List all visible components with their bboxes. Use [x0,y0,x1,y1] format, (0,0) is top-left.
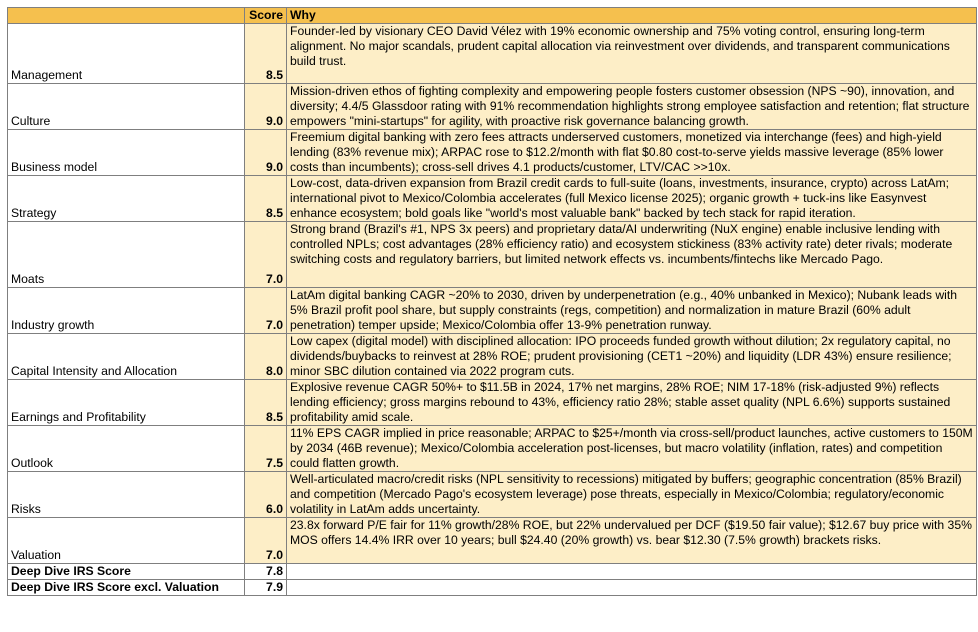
table-row [8,472,977,518]
score-cell[interactable]: 9.0 [245,84,287,130]
score-cell[interactable]: 7.0 [245,518,287,564]
why-cell[interactable]: Founder-led by visionary CEO David Vélez with 19% economic ownership and 75% voting control, ensuring long-term alignment. No major scandals, prudent capital allocation via reinvestment over dividends, and transparent communications build trust. [287,24,977,84]
score-cell[interactable]: 7.0 [245,222,287,288]
why-cell[interactable]: LatAm digital banking CAGR ~20% to 2030, driven by underpenetration (e.g., 40% unbanked in Mexico); Nubank leads with 5% Brazil profit pool share, but supply constraints (regs, competition) and normalization in mature Brazil (60% adult penetration) temper upside; Mexico/Colombia offer 13-9% penetration runway. [287,288,977,334]
summary-row [8,580,977,596]
table-row [8,426,977,472]
summary-empty-cell[interactable] [287,580,977,596]
scorecard-table [7,7,977,596]
table-row [8,518,977,564]
header-row [8,8,977,24]
score-cell[interactable]: 9.0 [245,130,287,176]
summary-label-cell[interactable]: Deep Dive IRS Score excl. Valuation [8,580,245,596]
why-cell[interactable]: Low capex (digital model) with disciplined allocation: IPO proceeds funded growth without dilution; 2x regulatory capital, no dividends/buybacks to reinvest at 28% ROE; prudent provisioning (CET1 ~20%) and liquidity (LDR 43%) ensure resilience; minor SBC dilution contained via 2022 program cuts. [287,334,977,380]
score-cell[interactable]: 6.0 [245,472,287,518]
summary-empty-cell[interactable] [287,564,977,580]
table-row [8,288,977,334]
category-cell[interactable]: Outlook [8,426,245,472]
score-cell[interactable]: 8.0 [245,334,287,380]
why-cell[interactable]: Freemium digital banking with zero fees attracts underserved customers, monetized via interchange (fees) and high-yield lending (83% revenue mix); ARPAC rose to $12.2/month with flat $0.80 cost-to-serve yields massive leverage (85% lower costs than incumbents); cross-sell drives 4.1 products/customer, LTV/CAC >>10x. [287,130,977,176]
header-score-cell[interactable]: Score [245,8,287,24]
why-cell[interactable]: 23.8x forward P/E fair for 11% growth/28% ROE, but 22% undervalued per DCF ($19.50 fair value); $12.67 buy price with 35% MOS offers 14.4% IRR over 10 years; bull $24.40 (20% growth) vs. bear $12.30 (7.5% growth) brackets risks. [287,518,977,564]
score-cell[interactable]: 8.5 [245,176,287,222]
table-row [8,380,977,426]
summary-label-cell[interactable]: Deep Dive IRS Score [8,564,245,580]
why-cell[interactable]: Explosive revenue CAGR 50%+ to $11.5B in 2024, 17% net margins, 28% ROE; NIM 17-18% (risk-adjusted 9%) reflects lending efficiency; gross margins rebound to 43%, efficiency ratio 28%; stable asset quality (NPL 6.6%) supports sustained profitability amid scale. [287,380,977,426]
table-row [8,334,977,380]
table-row [8,176,977,222]
category-cell[interactable]: Culture [8,84,245,130]
header-why-cell[interactable]: Why [287,8,977,24]
score-cell[interactable]: 8.5 [245,380,287,426]
summary-row [8,564,977,580]
category-cell[interactable]: Risks [8,472,245,518]
score-cell[interactable]: 7.0 [245,288,287,334]
category-cell[interactable]: Business model [8,130,245,176]
table-row [8,84,977,130]
table-row [8,130,977,176]
why-cell[interactable]: 11% EPS CAGR implied in price reasonable; ARPAC to $25+/month via cross-sell/product launches, active customers to 150M by 2034 (46B revenue); Mexico/Colombia acceleration post-licenses, but macro volatility (inflation, rates) and competition could flatten growth. [287,426,977,472]
header-category-cell[interactable] [8,8,245,24]
category-cell[interactable]: Management [8,24,245,84]
category-cell[interactable]: Earnings and Profitability [8,380,245,426]
why-cell[interactable]: Strong brand (Brazil's #1, NPS 3x peers) and proprietary data/AI underwriting (NuX engine) enable inclusive lending with controlled NPLs; cost advantages (28% efficiency ratio) and ecosystem stickiness (83% activity rate) deter rivals; moderate switching costs and regulatory barriers, but limited network effects vs. incumbents/fintechs like Mercado Pago. [287,222,977,288]
table-row [8,222,977,288]
category-cell[interactable]: Strategy [8,176,245,222]
summary-score-cell[interactable]: 7.8 [245,564,287,580]
category-cell[interactable]: Valuation [8,518,245,564]
why-cell[interactable]: Low-cost, data-driven expansion from Brazil credit cards to full-suite (loans, investments, insurance, crypto) across LatAm; international pivot to Mexico/Colombia accelerates (full Mexico license 2025); organic growth + tuck-ins like Easynvest enhance ecosystem; bold goals like "world's most valuable bank" backed by tech stack for rapid iteration. [287,176,977,222]
table-row [8,24,977,84]
why-cell[interactable]: Mission-driven ethos of fighting complexity and empowering people fosters customer obsession (NPS ~90), innovation, and diversity; 4.4/5 Glassdoor rating with 91% recommendation highlights strong employee satisfaction and retention; flat structure empowers "mini-startups" for agility, with proactive risk governance balancing growth. [287,84,977,130]
category-cell[interactable]: Industry growth [8,288,245,334]
score-cell[interactable]: 8.5 [245,24,287,84]
score-cell[interactable]: 7.5 [245,426,287,472]
why-cell[interactable]: Well-articulated macro/credit risks (NPL sensitivity to recessions) mitigated by buffers; geographic concentration (85% Brazil) and competition (Mercado Pago's ecosystem leverage) pose threats, especially in Mexico/Colombia; regulatory/economic volatility in LatAm adds uncertainty. [287,472,977,518]
category-cell[interactable]: Capital Intensity and Allocation [8,334,245,380]
category-cell[interactable]: Moats [8,222,245,288]
summary-score-cell[interactable]: 7.9 [245,580,287,596]
